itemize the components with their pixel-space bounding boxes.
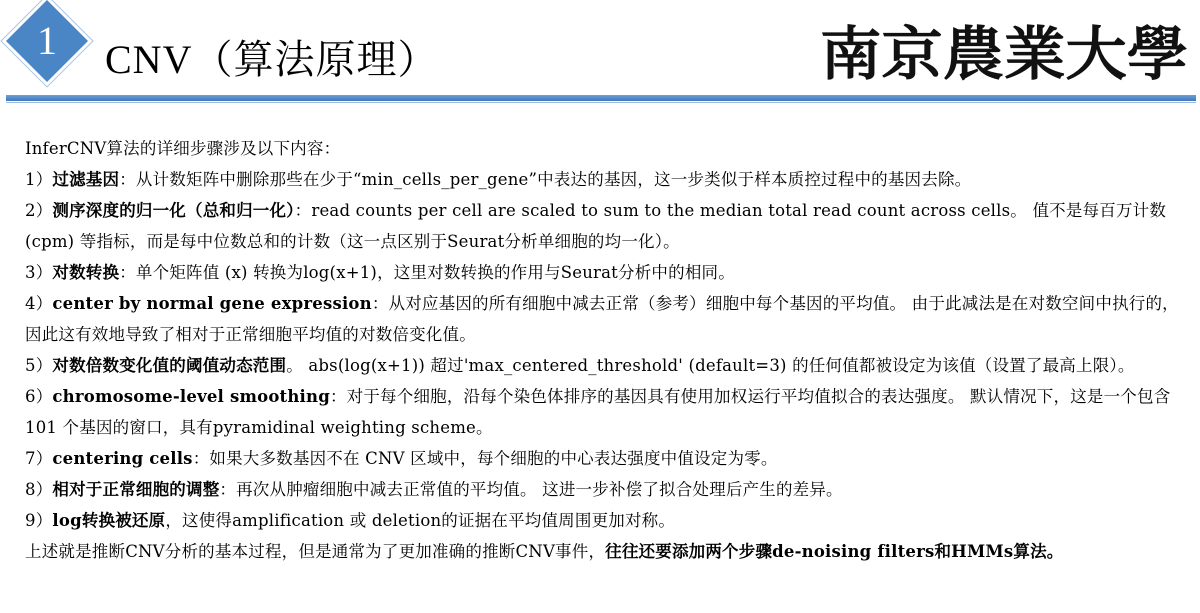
step-heading: centering cells: [52, 449, 193, 468]
step-3: [25, 257, 1190, 288]
slide-header: [0, 0, 1200, 100]
step-text: ：从计数矩阵中删除那些在少于“min_cells_per_gene”中表达的基因，这一步类似于样本质控过程中的基因去除。: [119, 170, 972, 189]
section-number: 1: [37, 18, 57, 63]
step-heading: log转换被还原: [52, 511, 166, 530]
summary-text: 上述就是推断CNV分析的基本过程，但是通常为了更加准确的推断CNV事件，: [25, 542, 606, 561]
step-text: ：再次从肿瘤细胞中减去正常值的平均值。 这进一步补偿了拟合处理后产生的差异。: [219, 480, 843, 499]
step-text: 。 abs(log(x+1)) 超过'max_centered_threshold' (default=3) 的任何值都被设定为该值（设置了最高上限）。: [286, 356, 1135, 375]
summary-emphasis: 往往还要添加两个步骤de-noising filters和HMMs算法。: [605, 542, 1064, 561]
step-5: [25, 350, 1190, 381]
step-number: 9）: [25, 511, 53, 530]
step-text: ：单个矩阵值 (x) 转换为log(x+1)，这里对数转换的作用与Seurat分析中的相同。: [119, 263, 735, 282]
step-number: 7）: [25, 449, 53, 468]
step-text: ：read counts per cell are scaled to sum to the median total read count across cells。 值不是每百万计数 (cpm) 等指标，而是每中位数总和的计数（这一点区别于Seurat分析单细胞的均一化）。: [25, 201, 1167, 251]
step-9: [25, 505, 1190, 536]
step-8: [25, 474, 1190, 505]
step-1: [25, 164, 1190, 195]
step-heading: 测序深度的归一化（总和归一化）: [52, 201, 295, 220]
university-logo-text: 南京農業大學: [820, 20, 1188, 88]
university-logo: [820, 12, 1192, 90]
summary-line: [25, 536, 1190, 567]
step-4: [25, 288, 1190, 350]
step-text: ：从对应基因的所有细胞中减去正常（参考）细胞中每个基因的平均值。 由于此减法是在对数空间中执行的，因此这有效地导致了相对于正常细胞平均值的对数倍变化值。: [25, 294, 1179, 344]
step-heading: chromosome-level smoothing: [52, 387, 330, 406]
slide-body: [25, 133, 1190, 567]
step-heading: 对数转换: [52, 263, 120, 282]
step-text: ，这使得amplification 或 deletion的证据在平均值周围更加对称。: [165, 511, 676, 530]
step-number: 2）: [25, 201, 53, 220]
step-text: ：对于每个细胞，沿每个染色体排序的基因具有使用加权运行平均值拟合的表达强度。 默认情况下，这是一个包含 101 个基因的窗口，具有pyramidinal weighting scheme。: [25, 387, 1171, 437]
step-number: 1）: [25, 170, 53, 189]
step-number: 6）: [25, 387, 53, 406]
step-text: ：如果大多数基因不在 CNV 区域中，每个细胞的中心表达强度中值设定为零。: [192, 449, 778, 468]
step-heading: 过滤基因: [52, 170, 120, 189]
step-2: [25, 195, 1190, 257]
header-divider: [6, 95, 1196, 101]
step-heading: 对数倍数变化值的阈值动态范围: [52, 356, 287, 375]
step-6: [25, 381, 1190, 443]
slide-title: CNV（算法原理）: [105, 37, 439, 82]
step-heading: center by normal gene expression: [52, 294, 372, 313]
step-number: 8）: [25, 480, 53, 499]
header-divider-thin: [6, 102, 1196, 103]
step-number: 3）: [25, 263, 53, 282]
step-number: 5）: [25, 356, 53, 375]
intro-line: InferCNV算法的详细步骤涉及以下内容：: [25, 139, 341, 158]
step-number: 4）: [25, 294, 53, 313]
step-7: [25, 443, 1190, 474]
step-heading: 相对于正常细胞的调整: [52, 480, 220, 499]
